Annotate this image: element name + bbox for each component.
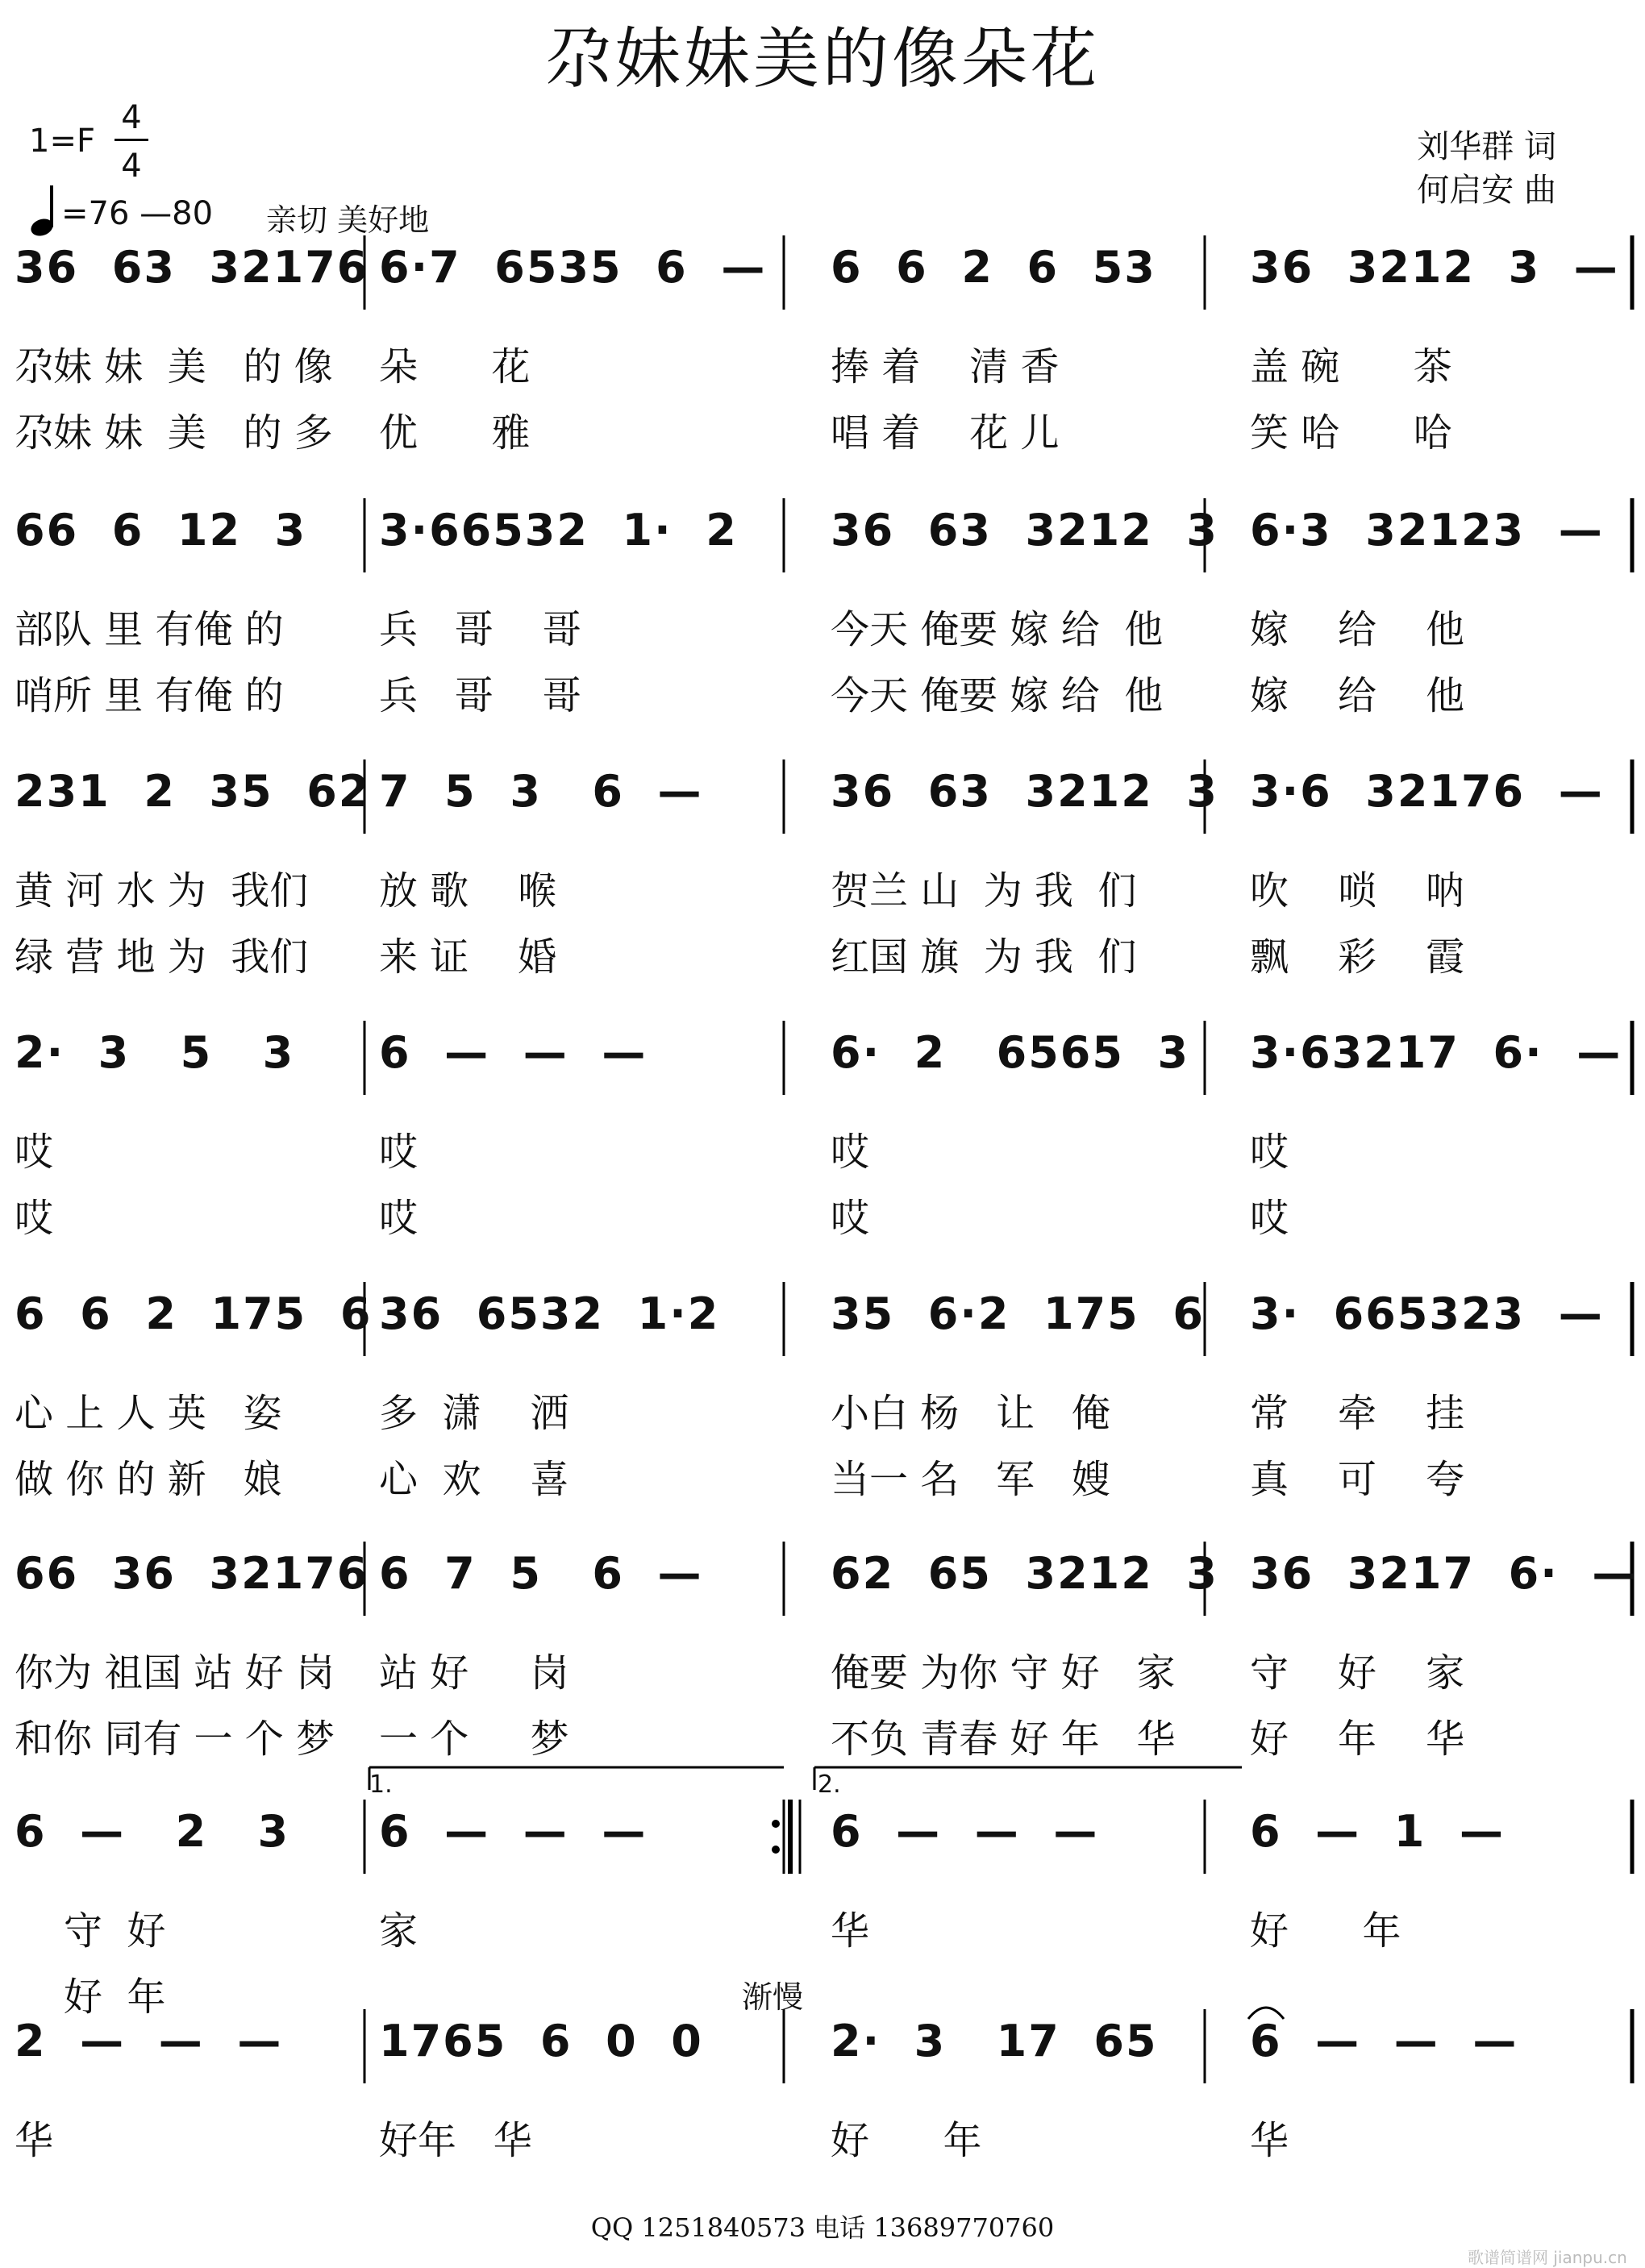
lyric-verse1: 吹 唢 呐 (1250, 868, 1465, 913)
notation-measure: 36 63 32176 (15, 242, 369, 293)
lyric-verse1: 心 上 人 英 姿 (15, 1391, 282, 1436)
lyric-verse2: 心 欢 喜 (379, 1457, 569, 1502)
notation-measure: 66 6 12 3 (15, 505, 307, 556)
composer-credit: 何启安 曲 (1417, 172, 1556, 209)
lyric-verse2: 哎 (379, 1196, 419, 1241)
lyric-verse2: 今天 俺要 嫁 给 他 (831, 673, 1164, 718)
lyric-verse1: 兵 哥 哥 (379, 607, 581, 652)
first-ending-label: 1. (369, 1771, 393, 1799)
lyric-verse1: 家 (379, 1908, 419, 1954)
notation-measure: 36 3212 3 — (1250, 242, 1619, 293)
lyric-verse2: 飘 彩 霞 (1250, 934, 1465, 980)
notation-measure: 6 6 2 175 6 (15, 1288, 373, 1339)
notation-measure: 6 — — — (379, 1806, 648, 1857)
time-signature-top: 4 (121, 99, 142, 136)
lyric-verse1: 站 好 岗 (379, 1650, 569, 1696)
notation-measure: 6 — — — (831, 1806, 1099, 1857)
notation-measure: 6 6 2 6 53 (831, 242, 1156, 293)
lyric-verse1: 哎 (15, 1130, 54, 1175)
lyric-verse1: 哎 (1250, 1130, 1289, 1175)
lyric-verse1: 捧 着 清 香 (831, 344, 1060, 389)
lyric-verse1: 黄 河 水 为 我们 (15, 868, 309, 913)
expression-marking: 亲切 美好地 (266, 202, 430, 238)
lyric-verse1: 嫁 给 他 (1250, 607, 1465, 652)
repeat-dot (772, 1820, 780, 1828)
lyric-verse1: 华 (1250, 2118, 1289, 2163)
notation-measure: 231 2 35 62 (15, 766, 371, 817)
lyric-verse2: 绿 营 地 为 我们 (15, 934, 309, 980)
lyric-verse1: 放 歌 喉 (379, 868, 557, 913)
notation-measure: 6·3 32123 — (1250, 505, 1604, 556)
lyric-verse2: 一 个 梦 (379, 1717, 569, 1762)
time-signature-bottom: 4 (121, 148, 142, 185)
notation-measure: 6 — 1 — (1250, 1806, 1505, 1857)
lyric-verse2: 和你 同有 一 个 梦 (15, 1717, 335, 1762)
notation-measure: 6 — 2 3 (15, 1806, 290, 1857)
notation-measure: 6 — — — (1250, 2016, 1518, 2066)
lyric-verse1: 俺要 为你 守 好 家 (831, 1650, 1176, 1696)
notation-measure: 3·6 32176 — (1250, 766, 1604, 817)
notation-measure: 2· 3 17 65 (831, 2016, 1158, 2066)
lyric-verse1: 小白 杨 让 俺 (831, 1391, 1110, 1436)
lyric-verse2: 哎 (1250, 1196, 1289, 1241)
lyric-verse1: 华 (831, 1908, 870, 1954)
notation-measure: 3·66532 1· 2 (379, 505, 738, 556)
notation-measure: 1765 6 0 0 (379, 2016, 703, 2066)
lyric-verse2: 哨所 里 有俺 的 (15, 673, 284, 718)
lyric-verse1: 哎 (831, 1130, 870, 1175)
lyric-verse1: 守 好 家 (1250, 1650, 1465, 1696)
lyric-verse1: 华 (15, 2118, 54, 2163)
lyric-verse2: 红国 旗 为 我 们 (831, 934, 1137, 980)
notation-measure: 2· 3 5 3 (15, 1027, 295, 1078)
lyric-verse2: 兵 哥 哥 (379, 673, 581, 718)
notation-measure: 36 3217 6· — (1250, 1548, 1638, 1599)
lyric-verse2: 哎 (15, 1196, 54, 1241)
lyric-verse1: 盖 碗 茶 (1250, 344, 1452, 389)
lyric-verse2: 尕妹 妹 美 的 多 (15, 410, 333, 456)
notation-measure: 36 63 3212 3 (831, 766, 1218, 817)
notation-measure: 7 5 3 6 — (379, 766, 703, 817)
key-signature: 1=F (29, 123, 95, 160)
lyric-verse2: 优 雅 (379, 410, 531, 456)
tempo-value: =76 —80 (61, 195, 214, 232)
lyricist-credit: 刘华群 词 (1417, 128, 1556, 165)
lyric-verse1: 常 牵 挂 (1250, 1391, 1465, 1436)
lyric-verse2: 当一 名 军 嫂 (831, 1457, 1110, 1502)
lyric-verse1: 贺兰 山 为 我 们 (831, 868, 1137, 913)
notation-measure: 6 — — — (379, 1027, 648, 1078)
lyric-verse2: 来 证 婚 (379, 934, 557, 980)
notation-measure: 62 65 3212 3 (831, 1548, 1218, 1599)
lyric-verse2: 真 可 夸 (1250, 1457, 1465, 1502)
notation-measure: 36 6532 1·2 (379, 1288, 720, 1339)
lyric-verse1: 今天 俺要 嫁 给 他 (831, 607, 1164, 652)
lyric-verse1: 守 好 (15, 1908, 166, 1954)
lyric-verse1: 尕妹 妹 美 的 像 (15, 344, 333, 389)
notation-measure: 3·63217 6· — (1250, 1027, 1622, 1078)
lyric-verse1: 好 年 (831, 2118, 982, 2163)
watermark: 歌谱简谱网 jianpu.cn (1468, 2248, 1627, 2267)
lyric-verse1: 朵 花 (379, 344, 531, 389)
lyric-verse2: 好 年 华 (1250, 1717, 1465, 1762)
lyric-verse2: 好 年 (15, 1975, 166, 2020)
notation-measure: 35 6·2 175 6 (831, 1288, 1205, 1339)
lyric-verse2: 不负 青春 好 年 华 (831, 1717, 1176, 1762)
notation-measure: 36 63 3212 3 (831, 505, 1218, 556)
lyric-verse1: 多 潇 洒 (379, 1391, 569, 1436)
repeat-dot (772, 1846, 780, 1854)
lyric-verse2: 唱 着 花 儿 (831, 410, 1060, 456)
lyric-verse1: 好 年 (1250, 1908, 1401, 1954)
lyric-verse1: 你为 祖国 站 好 岗 (15, 1650, 335, 1696)
contact-info: QQ 1251840573 电话 13689770760 (590, 2212, 1055, 2243)
ritardando-marking: 渐慢 (742, 1979, 804, 2015)
lyric-verse1: 哎 (379, 1130, 419, 1175)
lyric-verse1: 部队 里 有俺 的 (15, 607, 284, 652)
notation-measure: 6· 2 6565 3 (831, 1027, 1190, 1078)
notation-measure: 6 7 5 6 — (379, 1548, 703, 1599)
lyric-verse2: 做 你 的 新 娘 (15, 1457, 282, 1502)
song-title: 尕妹妹美的像朵花 (544, 21, 1100, 98)
lyric-verse1: 好年 华 (379, 2118, 532, 2163)
second-ending-label: 2. (818, 1771, 841, 1799)
lyric-verse2: 嫁 给 他 (1250, 673, 1465, 718)
notation-measure: 6·7 6535 6 — (379, 242, 767, 293)
lyric-verse2: 笑 哈 哈 (1250, 410, 1452, 456)
notation-measure: 66 36 32176 (15, 1548, 369, 1599)
notation-measure: 3· 665323 — (1250, 1288, 1604, 1339)
lyric-verse2: 哎 (831, 1196, 870, 1241)
notation-measure: 2 — — — (15, 2016, 283, 2066)
